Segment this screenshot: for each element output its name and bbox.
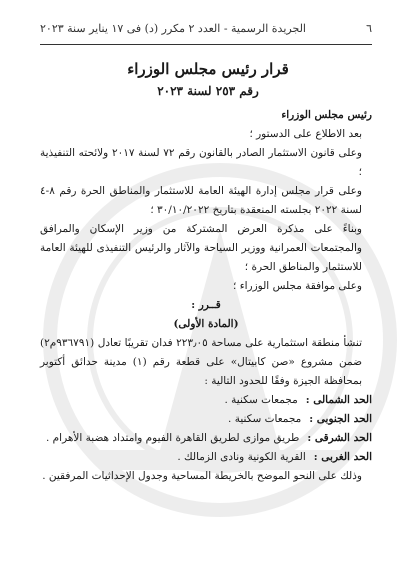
- article-heading: (المادة الأولى): [173, 318, 239, 330]
- gazette-issue-line: الجريدة الرسمية - العدد ٢ مكرر (د) فى ١٧ يناير سنة ٢٠٢٣: [40, 22, 306, 35]
- boundary-direction: الحد الشمالى :: [305, 394, 372, 406]
- boundary-direction: الحد الشرقى :: [307, 432, 372, 444]
- preamble-clause-1: بعد الاطلاع على الدستور ؛: [249, 128, 362, 140]
- boundary-east: [40, 429, 372, 448]
- decree-title: قرار رئيس مجلس الوزراء: [127, 60, 289, 78]
- boundary-direction: الحد الجنوبى :: [309, 413, 372, 425]
- boundary-west: [40, 448, 372, 467]
- boundary-south: [40, 410, 372, 429]
- decision-heading: قــرر :: [191, 299, 221, 311]
- preamble-clause-3: وعلى قرار مجلس إدارة الهيئة العامة للاستثمار والمناطق الحرة رقم ٨-٤ لسنة ٢٠٢٢ بجلسته المنعقدة بتاريخ ٣٠/١٠/٢٠٢٢ ؛: [40, 185, 362, 216]
- page-header: [40, 22, 372, 35]
- preamble-clause-2: وعلى قانون الاستثمار الصادر بالقانون رقم ٧٢ لسنة ٢٠١٧ ولائحته التنفيذية ؛: [40, 147, 363, 178]
- boundary-description: القرية الكونية ونادى الزمالك .: [177, 451, 306, 463]
- boundary-north: [40, 391, 372, 410]
- article-text: تنشأ منطقة استثمارية على مساحة ٢٢٣٫٠٥ فدان تقريبًا تعادل (٩٣٦٧٩١م٢) ضمن مشروع «صن كابيتال» على قطعة رقم (١) مدينة حدائق أكتوبر بمحافظة الجيزة وفقًا للحدود التالية :: [40, 337, 363, 387]
- boundary-description: مجمعات سكنية .: [228, 413, 302, 425]
- preamble-clause-5: وعلى موافقة مجلس الوزراء ؛: [233, 280, 362, 292]
- decree-body: [40, 106, 372, 486]
- boundary-direction: الحد الغربى :: [313, 451, 372, 463]
- closing-clause: وذلك على النحو الموضح بالخريطة المساحية وجدول الإحداثيات المرفقين .: [42, 470, 362, 482]
- boundary-description: مجمعات سكنية .: [224, 394, 298, 406]
- decree-number: رقم ٢٥٣ لسنة ٢٠٢٣: [157, 84, 259, 98]
- boundary-description: طريق موازى لطريق القاهرة الفيوم وامتداد هضبة الأهرام .: [45, 432, 300, 444]
- preamble-clause-4: وبناءً على مذكرة العرض المشتركة من وزير الإسكان والمرافق والمجتمعات العمرانية ووزير السياحة والآثار والرئيس التنفيذى للهيئة العامة للاستثمار والمناطق الحرة ؛: [40, 223, 362, 273]
- page-number: ٦: [366, 22, 372, 35]
- header-divider: [40, 44, 372, 45]
- issuer-line: رئيس مجلس الوزراء: [281, 109, 372, 121]
